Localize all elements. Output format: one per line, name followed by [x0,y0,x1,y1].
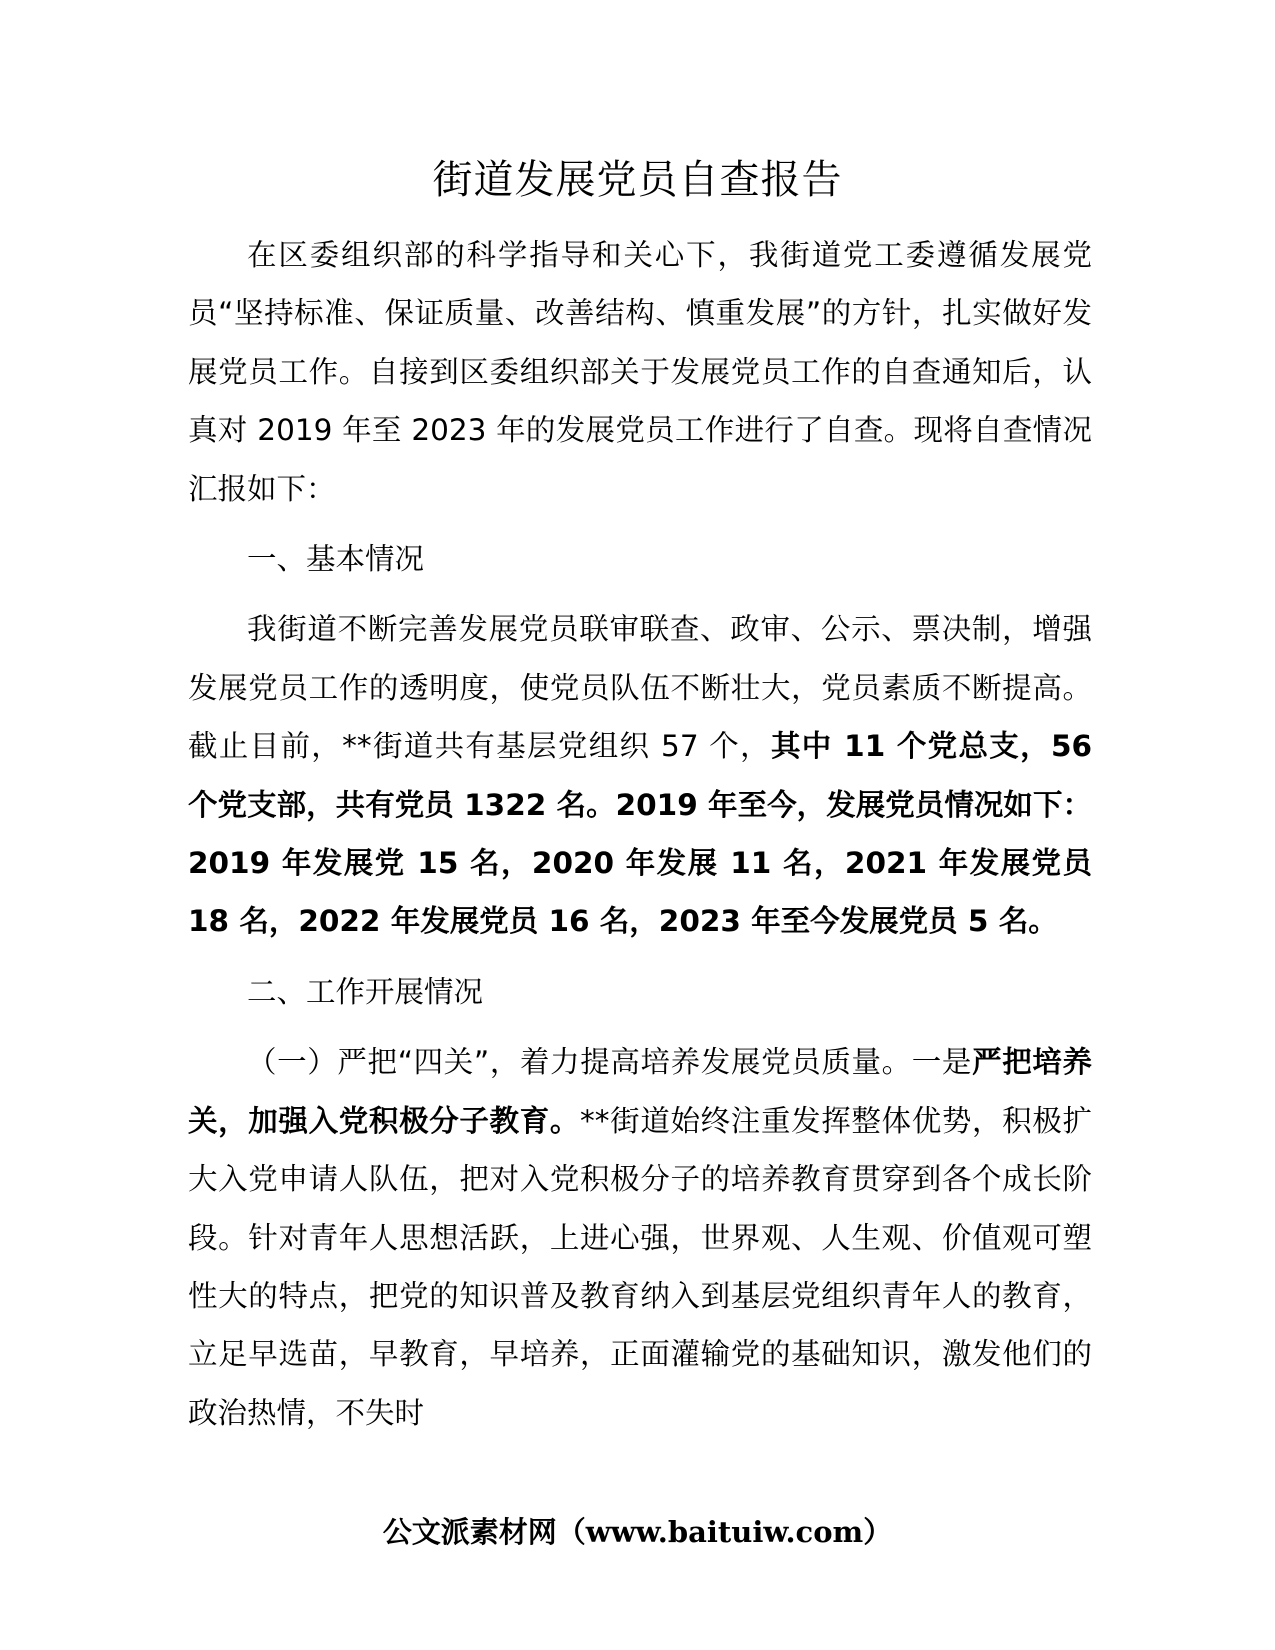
basic-situation-statistics: 其中 11 个党总支，56 个党支部，共有党员 1322 名。2019 年至今，发展党员情况如下：2019 年发展党 15 名，2020 年发展 11 名，2021 年发展党员 18 名，2022 年发展党员 16 名，2023 年至今发展党员 5 名。 [188,729,1092,939]
document-title: 街道发展党员自查报告 [432,157,843,203]
intro-text: 在区委组织部的科学指导和关心下，我街道党工委遵循发展党员“坚持标准、保证质量、改善结构、慎重发展”的方针，扎实做好发展党员工作。自接到区委组织部关于发展党员工作的自查通知后，认真对 2019 年至 2023 年的发展党员工作进行了自查。现将自查情况汇报如下： [188,238,1092,506]
section-heading-basic: 一、基本情况 [247,542,425,577]
document-body [188,226,1092,1442]
work-key-point: 严把培养关，加强入党积极分子教育。 [188,1045,1092,1138]
intro-paragraph [188,226,1092,518]
work-paragraph [188,1033,1092,1442]
footer-watermark: 公文派素材网（www.baituiw.com） [382,1515,893,1549]
work-subheading: （一）严把“四关”，着力提高培养发展党员质量。一是 [247,1045,973,1080]
basic-situation-text: 我街道不断完善发展党员联审联查、政审、公示、票决制，增强发展党员工作的透明度，使党员队伍不断壮大，党员素质不断提高。截止目前，**街道共有基层党组织 57 个， [188,612,1092,764]
section-heading-work: 二、工作开展情况 [247,974,484,1009]
work-detail-text: **街道始终注重发挥整体优势，积极扩大入党申请人队伍，把对入党积极分子的培养教育贯穿到各个成长阶段。针对青年人思想活跃，上进心强，世界观、人生观、价值观可塑性大的特点，把党的知识普及教育纳入到基层党组织青年人的教育，立足早选苗，早教育，早培养，正面灌输党的基础知识，激发他们的政治热情，不失时 [188,1103,1092,1430]
basic-situation-paragraph [188,600,1092,950]
